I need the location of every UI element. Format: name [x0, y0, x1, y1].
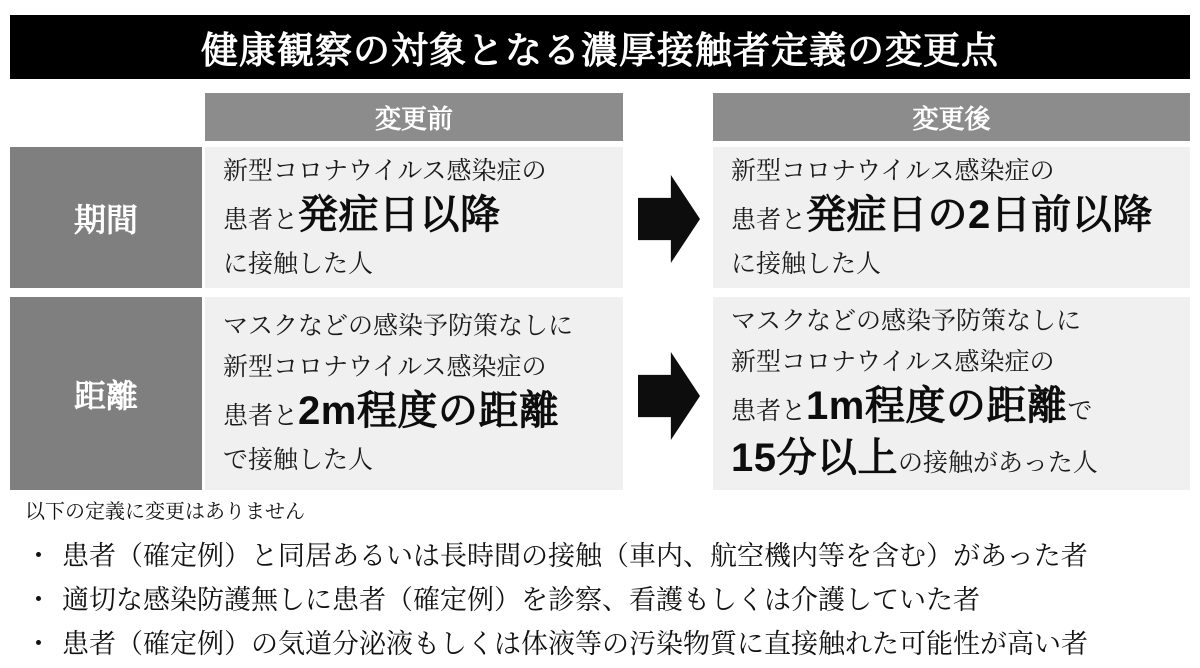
- bullet-text: 適切な感染防護無しに患者（確定例）を診察、看護もしくは介護していた者: [62, 585, 980, 615]
- cell-text-line: 患者と発症日以降: [223, 192, 501, 237]
- emphasized-text: 15分以上: [731, 435, 898, 480]
- emphasized-text: 2m程度の距離: [298, 389, 560, 433]
- cell-text-line: マスクなどの感染予防策なしに: [731, 306, 1082, 335]
- footer-bullet-list: [25, 534, 1190, 666]
- right-arrow-icon: [638, 352, 700, 440]
- bullet-text: 患者（確定例）の気道分泌液もしくは体液等の汚染物質に直接触れた可能性が高い者: [62, 629, 1088, 659]
- cell-text-line: に接触した人: [731, 249, 882, 278]
- cell-text-line: 新型コロナウイルス感染症の: [731, 156, 1055, 185]
- footer-note: 以下の定義に変更はありません: [25, 501, 305, 523]
- cell-text-line: 患者と1m程度の距離で: [731, 383, 1093, 428]
- cell-text-line: 患者と発症日の2日前以降: [731, 192, 1153, 237]
- cell-distance-before: [205, 297, 623, 490]
- bullet-icon: ・: [25, 585, 52, 615]
- list-item: [25, 578, 1190, 622]
- cell-text-line: マスクなどの感染予防策なしに: [223, 312, 574, 340]
- list-item: [25, 534, 1190, 578]
- cell-period-before: [205, 147, 623, 288]
- column-header-before: 変更前: [205, 93, 623, 141]
- cell-text-line: 15分以上の接触があった人: [731, 435, 1098, 480]
- column-header-after: 変更後: [713, 93, 1190, 141]
- cell-text-line: 新型コロナウイルス感染症の: [223, 353, 547, 381]
- cell-distance-after: [713, 297, 1190, 490]
- cell-text-line: に接触した人: [223, 249, 374, 278]
- cell-text-line: 新型コロナウイルス感染症の: [223, 156, 547, 185]
- right-arrow-icon: [638, 175, 700, 263]
- bullet-text: 患者（確定例）と同居あるいは長時間の接触（車内、航空機内等を含む）があった者: [62, 541, 1088, 571]
- cell-text-line: で接触した人: [223, 446, 374, 474]
- emphasized-text: 発症日以降: [298, 192, 501, 237]
- cell-text-line: 患者と2m程度の距離: [223, 389, 560, 433]
- bullet-icon: ・: [25, 629, 52, 659]
- emphasized-text: 発症日の2日前以降: [806, 192, 1153, 237]
- row-label-period: 期間: [10, 147, 202, 288]
- cell-period-after: [713, 147, 1190, 288]
- cell-text-line: 新型コロナウイルス感染症の: [731, 347, 1055, 376]
- bullet-icon: ・: [25, 541, 52, 571]
- page-title: 健康観察の対象となる濃厚接触者定義の変更点: [10, 15, 1190, 79]
- row-label-distance: 距離: [10, 297, 202, 490]
- emphasized-text: 1m程度の距離: [806, 383, 1068, 428]
- list-item: [25, 622, 1190, 666]
